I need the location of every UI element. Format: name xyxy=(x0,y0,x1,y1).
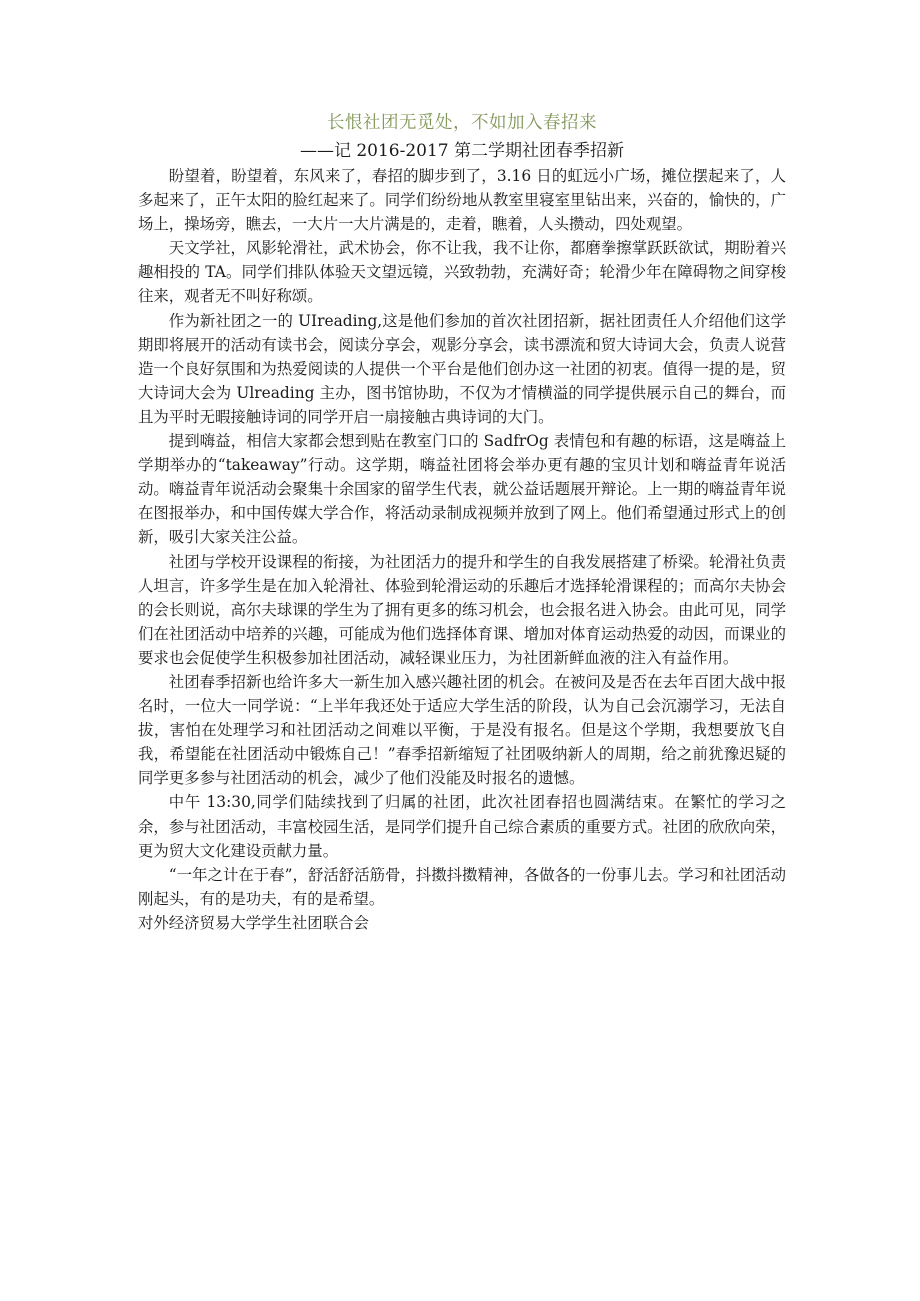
article xyxy=(138,108,786,935)
paragraph: 提到嗨益，相信大家都会想到贴在教室门口的 SadfrOg 表情包和有趣的标语，这是嗨益上学期举办的“takeaway”行动。这学期，嗨益社团将会举办更有趣的宝贝计划和嗨益青年说活动。嗨益青年说活动会聚集十余国家的留学生代表，就公益话题展开辩论。上一期的嗨益青年说在图报举办，和中国传媒大学合作，将活动录制成视频并放到了网上。他们希望通过形式上的创新，吸引大家关注公益。 xyxy=(138,432,786,547)
paragraph: 天文学社，风影轮滑社，武术协会，你不让我，我不让你，都磨拳擦掌跃跃欲试，期盼着兴趣相投的 TA。同学们排队体验天文望远镜，兴致勃勃，充满好奇；轮滑少年在障碍物之间穿梭往来，观者无不叫好称颂。 xyxy=(138,239,786,306)
paragraph: 社团春季招新也给许多大一新生加入感兴趣社团的机会。在被问及是否在去年百团大战中报名时，一位大一同学说：“上半年我还处于适应大学生活的阶段，认为自己会沉溺学习，无法自拔，害怕在处理学习和社团活动之间难以平衡，于是没有报名。但是这个学期，我想要放飞自我，希望能在社团活动中锻炼自己！”春季招新缩短了社团吸纳新人的周期，给之前犹豫迟疑的同学更多参与社团活动的机会，减少了他们没能及时报名的遗憾。 xyxy=(138,672,786,788)
article-subtitle: ——记 2016-2017 第二学期社团春季招新 xyxy=(299,141,625,161)
paragraph: 中午 13:30,同学们陆续找到了归属的社团，此次社团春招也圆满结束。在繁忙的学习之余，参与社团活动，丰富校园生活，是同学们提升自己综合素质的重要方式。社团的欣欣向荣，更为贸大文化建设贡献力量。 xyxy=(138,793,786,860)
paragraph: “一年之计在于春”，舒活舒活筋骨，抖擞抖擞精神，各做各的一份事儿去。学习和社团活动刚起头，有的是功夫，有的是希望。 xyxy=(138,865,786,908)
paragraph: 作为新社团之一的 UIreading,这是他们参加的首次社团招新，据社团责任人介绍他们这学期即将展开的活动有读书会，阅读分享会，观影分享会，读书漂流和贸大诗词大会，负责人说营造一个良好氛围和为热爱阅读的人提供一个平台是他们创办这一社团的初衷。值得一提的是，贸大诗词大会为 Ulreading 主办，图书馆协助，不仅为才情横溢的同学提供展示自己的舞台，而且为平时无暇接触诗词的同学开启一扇接触古典诗词的大门。 xyxy=(138,311,786,426)
paragraph: 社团与学校开设课程的衔接，为社团活力的提升和学生的自我发展搭建了桥梁。轮滑社负责人坦言，许多学生是在加入轮滑社、体验到轮滑运动的乐趣后才选择轮滑课程的；而高尔夫协会的会长则说，高尔夫球课的学生为了拥有更多的练习机会，也会报名进入协会。由此可见，同学们在社团活动中培养的兴趣，可能成为他们选择体育课、增加对体育运动热爱的动因，而课业的要求也会促使学生积极参加社团活动，减轻课业压力，为社团新鲜血液的注入有益作用。 xyxy=(138,552,786,667)
paragraph: 盼望着，盼望着，东风来了，春招的脚步到了，3.16 日的虹远小广场，摊位摆起来了，人多起来了，正午太阳的脸红起来了。同学们纷纷地从教室里寝室里钻出来，兴奋的，愉快的，广场上，操场旁，瞧去，一大片一大片满是的，走着，瞧着，人头攒动，四处观望。 xyxy=(138,167,786,234)
article-title: 长恨社团无觅处，不如加入春招来 xyxy=(327,113,597,133)
article-signature: 对外经济贸易大学学生社团联合会 xyxy=(138,913,369,932)
